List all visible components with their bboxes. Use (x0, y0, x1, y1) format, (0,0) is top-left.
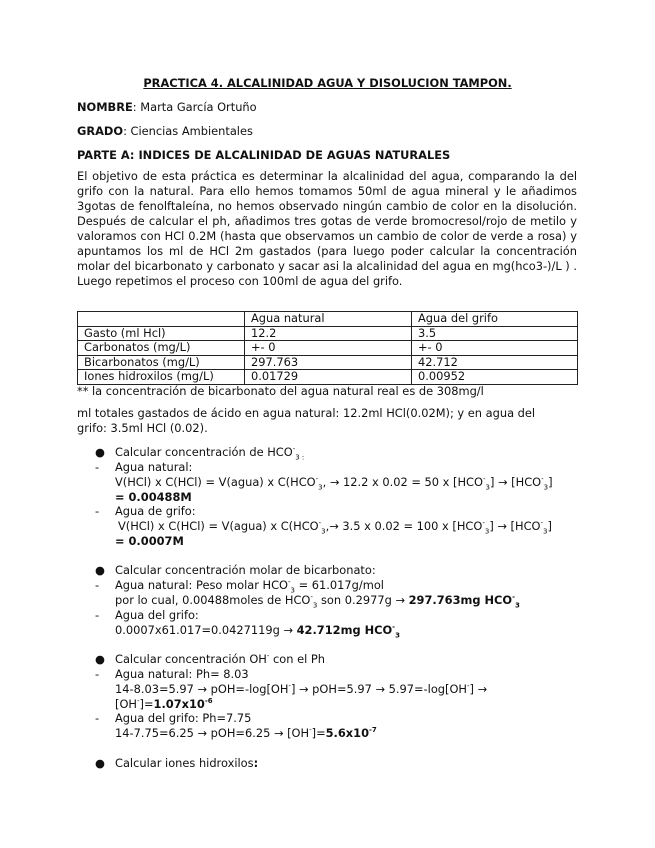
equation-text: ] → (469, 682, 488, 696)
table-cell: 0.01729 (245, 370, 412, 385)
bullet-icon: ● (95, 445, 105, 459)
equation-text: V(HCl) x C(HCl) = V(agua) x C(HCO (118, 519, 319, 533)
table-row (78, 370, 578, 385)
dash-icon: - (95, 460, 100, 474)
table-cell: 297.763 (245, 355, 412, 370)
footnote: ** la concentración de bicarbonato del agua natural real es de 308mg/l (77, 384, 484, 398)
table-cell: 3.5 (412, 326, 578, 341)
calc1-grifo-equation: V(HCl) x C(HCl) = V(agua) x $C(HCO^-_3,\to 3.5$ x 0.02 = 100 x $[HCO^-_3] \to [HCO^-_3]$ (118, 519, 552, 536)
equation-text: 3.5 x 0.02 = 100 x [HCO (338, 519, 483, 533)
bullet-icon: ● (95, 563, 105, 577)
bullet-heading-2: Calcular concentración molar de bicarbonato: (115, 563, 376, 577)
equation-text: 14-8.03=5.97 → pOH=-log[OH (115, 682, 289, 696)
equation-text: V(HCl) x C(HCl) = V(agua) x C(HCO (115, 475, 316, 489)
bullet-text: Calcular iones hidroxilos (115, 756, 254, 770)
bullet-heading-3: Calcular concentración OH- con el Ph (115, 652, 325, 666)
table-cell: +- 0 (412, 341, 578, 356)
table-cell: Carbonatos (mg/L) (78, 341, 245, 356)
table-cell: +- 0 (245, 341, 412, 356)
ml-totales-line1: ml totales gastados de ácido en agua natural: 12.2ml HCl(0.02M); y en agua del (77, 406, 536, 420)
ml-totales-line2: grifo: 3.5ml HCl (0.02). (77, 421, 208, 435)
table-cell: 0.00952 (412, 370, 578, 385)
calc3-natural-result: 1.07x10 (153, 697, 205, 711)
table-cell: 42.712 (412, 355, 578, 370)
bullet-icon: ● (95, 756, 105, 770)
calc3-natural-line2: $[OH^-]=1.07x10^{-6}$ (115, 697, 213, 711)
calc2-natural-label: Agua natural: Peso molar $HCO^-_3 = 61.017g/mol$ (115, 578, 384, 595)
table-cell: 12.2 (245, 326, 412, 341)
calc3-natural-line1: 14-8.03=5.97 → pOH=-log[OH-] → pOH=5.97 → 5.97=-log[OH-] → (115, 682, 488, 696)
grado-value: : Ciencias Ambientales (123, 124, 253, 138)
grado-line (77, 124, 253, 138)
calc3-natural-label: Agua natural: Ph= 8.03 (115, 667, 249, 681)
table-row (78, 355, 578, 370)
intro-paragraph: El objetivo de esta práctica es determinar la alcalinidad del agua, comparando la del grifo con la natural. Para ello hemos tomamos 50ml de agua mineral y le añadimos 3gotas de fenolftaleína, no hemos observado ningún cambio de color en la disolución. Después de calcular el ph, añadimos tres gotas de verde bromocresol/rojo de metilo y valoramos con HCl 0.2M (hasta que observamos un cambio de color de verde a rosa) y apuntamos los ml de HCl 2m gastados (para luego poder calcular la concentración molar del bicarbonato y carbonato y sacar asi la alcalinidad del agua en mg(hco3-)/L ) . Luego repetimos el proceso con 100ml de agua del grifo. (77, 169, 577, 288)
calc2-grifo-line: 0.0007x61.017=0.0427119g → 42.712mg $HCO^-_3$ (115, 623, 400, 640)
calc1-natural-equation: V(HCl) x C(HCl) = V(agua) x $C(HCO^-_3$, → 12.2 x 0.02 = 50 x $[HCO^-_3] \to [HCO^-_3]$ (115, 475, 553, 492)
bullet-text: con el Ph (273, 652, 325, 666)
document-title: PRACTICA 4. ALCALINIDAD AGUA Y DISOLUCION TAMPON. (143, 76, 512, 90)
results-table (77, 311, 578, 385)
calc3-grifo-result: 5.6x10 (325, 726, 370, 740)
section-heading: PARTE A: INDICES DE ALCALINIDAD DE AGUAS NATURALES (77, 148, 451, 162)
calc2-natural-result: 297.763mg HCO (408, 593, 513, 607)
dash-icon: - (95, 711, 100, 725)
table-header-cell: Agua natural (245, 312, 412, 327)
table-cell: Bicarbonatos (mg/L) (78, 355, 245, 370)
dash-icon: - (95, 504, 100, 518)
table-row (78, 341, 578, 356)
equation-text: son 0.2977g (317, 593, 396, 607)
calc3-grifo-label: Agua del grifo: Ph=7.75 (115, 711, 252, 725)
calc1-natural-result: = 0.00488M (115, 490, 192, 504)
calc1-grifo-label: Agua de grifo: (115, 504, 196, 518)
calc1-grifo-result: = 0.0007M (115, 534, 184, 548)
equation-text: Agua natural: Peso molar HCO (115, 578, 289, 592)
equation-text: 14-7.75=6.25 → pOH=6.25 → [OH (115, 726, 310, 740)
bullet-text: Calcular concentración de HCO (115, 445, 293, 459)
table-cell: Gasto (ml Hcl) (78, 326, 245, 341)
equation-text: 12.2 x 0.02 = 50 x [HCO (339, 475, 483, 489)
bullet-heading-1: Calcular concentración de $HCO^-_{3 :}$ (115, 445, 305, 462)
equation-text: [OH (115, 697, 137, 711)
nombre-line (77, 100, 257, 114)
equation-text: ] → pOH=5.97 → 5.97=-log[OH (290, 682, 467, 696)
nombre-value: : Marta García Ortuño (132, 100, 257, 114)
bullet-text: Calcular concentración OH (115, 652, 267, 666)
calc2-grifo-result: 42.712mg HCO (296, 623, 393, 637)
bullet-heading-4: Calcular iones hidroxilos: (115, 756, 259, 770)
dash-icon: - (95, 667, 100, 681)
table-cell: Iones hidroxilos (mg/L) (78, 370, 245, 385)
calc2-natural-line2: por lo cual, 0.00488moles de $HCO^-_3$ son 0.2977g → 297.763mg $HCO^-_3$ (115, 593, 520, 610)
table-header-cell (78, 312, 245, 327)
dash-icon: - (95, 578, 100, 592)
bullet-icon: ● (95, 652, 105, 666)
table-row (78, 326, 578, 341)
equation-text: por lo cual, 0.00488moles de HCO (115, 593, 311, 607)
table-header-cell: Agua del grifo (412, 312, 578, 327)
calc2-grifo-label: Agua del grifo: (115, 608, 199, 622)
equation-text: 0.0007x61.017=0.0427119g (115, 623, 284, 637)
calc1-natural-label: Agua natural: (115, 460, 193, 474)
nombre-label: NOMBRE (77, 100, 133, 114)
table-header-row (78, 312, 578, 327)
dash-icon: - (95, 608, 100, 622)
grado-label: GRADO (77, 124, 124, 138)
calc3-grifo-line: $14-7.75=6.25 \to pOH=6.25 \to [OH^-]=5.6x10^{-7}$ (115, 726, 377, 740)
equation-text: = 61.017g/mol (295, 578, 384, 592)
